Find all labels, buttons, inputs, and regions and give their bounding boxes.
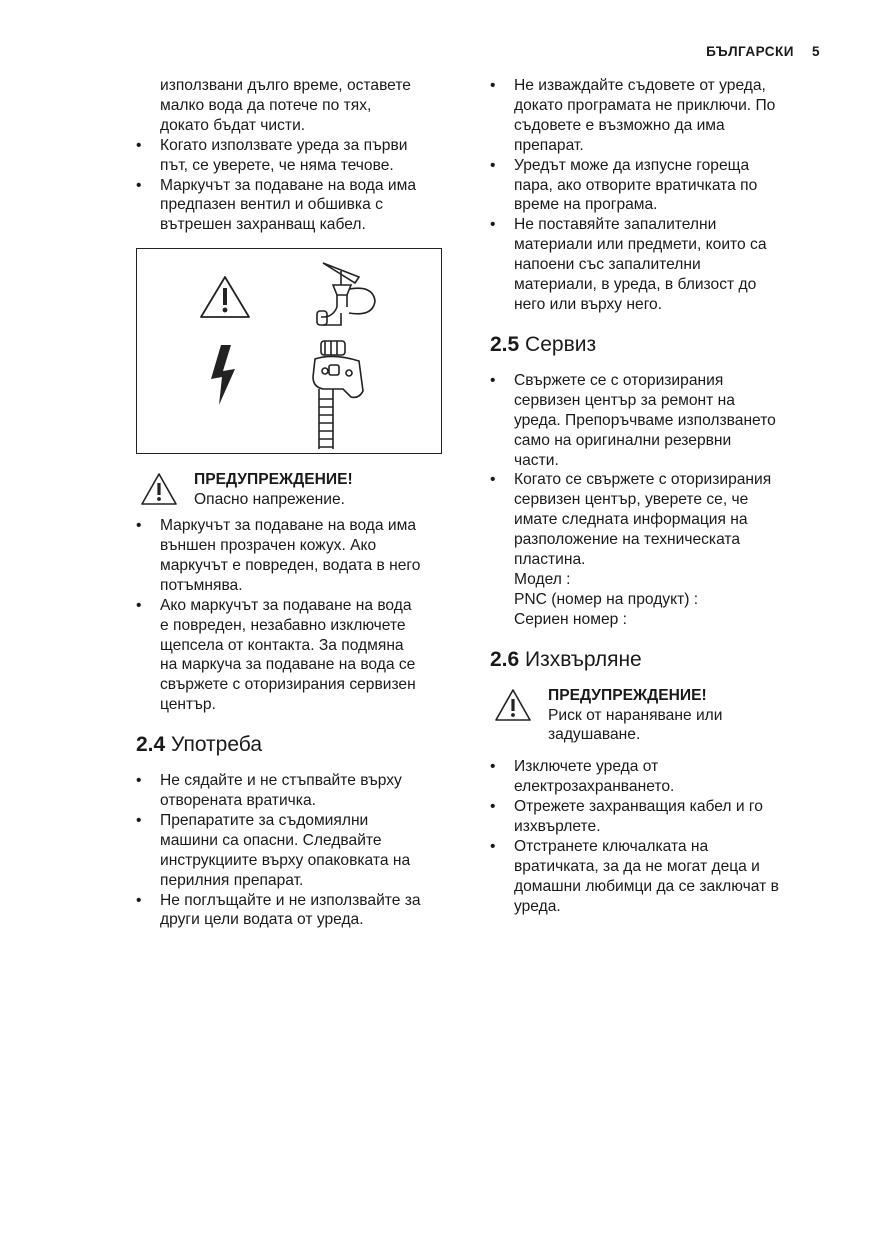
section-heading-2-6: 2.6 Изхвърляне xyxy=(490,647,642,671)
page-number: 5 xyxy=(811,44,820,59)
page-header xyxy=(706,44,820,59)
list-item: • Маркучът за подаване на вода има външен прозрачен кожух. Ако маркучът е повреден, водата в него потъмнява. xyxy=(136,516,466,596)
list-item: • Изключете уреда от електрозахранването. xyxy=(490,757,822,797)
bullet-list-top xyxy=(136,76,466,235)
list-item: • Когато се свържете с оторизирания сервизен център, уверете се, че имате следната информация на разположение на техническата пластина. Модел : PNC (номер на продукт) : Сериен номер : xyxy=(490,470,822,629)
warning-block xyxy=(490,686,822,746)
warning-icon xyxy=(494,688,532,722)
warning-text: Риск от нараняване или xyxy=(548,706,723,724)
lightning-bolt-icon xyxy=(211,345,235,405)
pnc-label: PNC (номер на продукт) : xyxy=(514,590,699,608)
language-label: БЪЛГАРСКИ xyxy=(706,44,794,59)
bullet-list-service xyxy=(490,371,822,630)
warning-triangle-icon xyxy=(201,277,249,317)
warning-icon xyxy=(140,472,178,506)
warning-title: ПРЕДУПРЕЖДЕНИЕ! xyxy=(194,471,353,489)
list-item: • Не изваждайте съдовете от уреда, докато програмата не приключи. По съдовете е възможно да има препарат. xyxy=(490,76,822,156)
bullet-list-mid xyxy=(136,516,466,715)
bullet-list-right-top xyxy=(490,76,822,315)
list-item: • Отрежете захранващия кабел и го изхвърлете. xyxy=(490,797,822,837)
list-item: • Когато използвате уреда за първи път, се уверете, че няма течове. xyxy=(136,136,466,176)
list-item: • Отстранете ключалката на вратичката, за да не могат деца и домашни любимци да се заключат в уреда. xyxy=(490,837,822,917)
left-column xyxy=(136,76,466,930)
section-heading-2-4: 2.4 Употреба xyxy=(136,733,262,757)
right-column xyxy=(490,76,822,917)
bullet-list-usage xyxy=(136,771,466,930)
list-item: използвани дълго време, оставете малко вода да потече по тях, докато бъдат чисти. xyxy=(160,77,411,134)
warning-block xyxy=(136,470,466,510)
list-item: • Не поглъщайте и не използвайте за други цели водата от уреда. xyxy=(136,891,466,931)
list-item: • Свържете се с оторизирания сервизен център за ремонт на уреда. Препоръчваме използването само на оригинални резервни части. xyxy=(490,371,822,471)
list-item: • Не поставяйте запалителни материали или предмети, които са напоени със запалителни материали, в уреда, в близост до него или върху него. xyxy=(490,215,822,315)
list-item: • Не сядайте и не стъпвайте върху отворената вратичка. xyxy=(136,771,466,811)
list-item: • Препаратите за съдомиялни машини са опасни. Следвайте инструкциите върху опаковката на перилния препарат. xyxy=(136,811,466,891)
list-item: • Ако маркучът за подаване на вода е повреден, незабавно изключете щепсела от контакта. За подмяна на маркуча за подаване на вода се свържете с оторизирания сервизен център. xyxy=(136,596,466,715)
hose-valve-icon xyxy=(313,341,363,449)
serial-number-label: Сериен номер : xyxy=(514,610,627,628)
section-heading-2-5: 2.5 Сервиз xyxy=(490,332,597,356)
warning-text: задушаване. xyxy=(548,726,641,744)
water-tap-icon xyxy=(317,263,375,325)
list-item: • Маркучът за подаване на вода има предпазен вентил и обшивка с вътрешен захранващ кабел. xyxy=(136,176,466,236)
model-label: Модел : xyxy=(514,570,571,588)
warning-title: ПРЕДУПРЕЖДЕНИЕ! xyxy=(548,686,707,704)
hose-illustration xyxy=(136,248,442,454)
bullet-list-disposal xyxy=(490,757,822,916)
list-item: • Уредът може да изпусне гореща пара, ако отворите вратичката по време на програма. xyxy=(490,156,822,216)
warning-text: Опасно напрежение. xyxy=(194,491,345,509)
